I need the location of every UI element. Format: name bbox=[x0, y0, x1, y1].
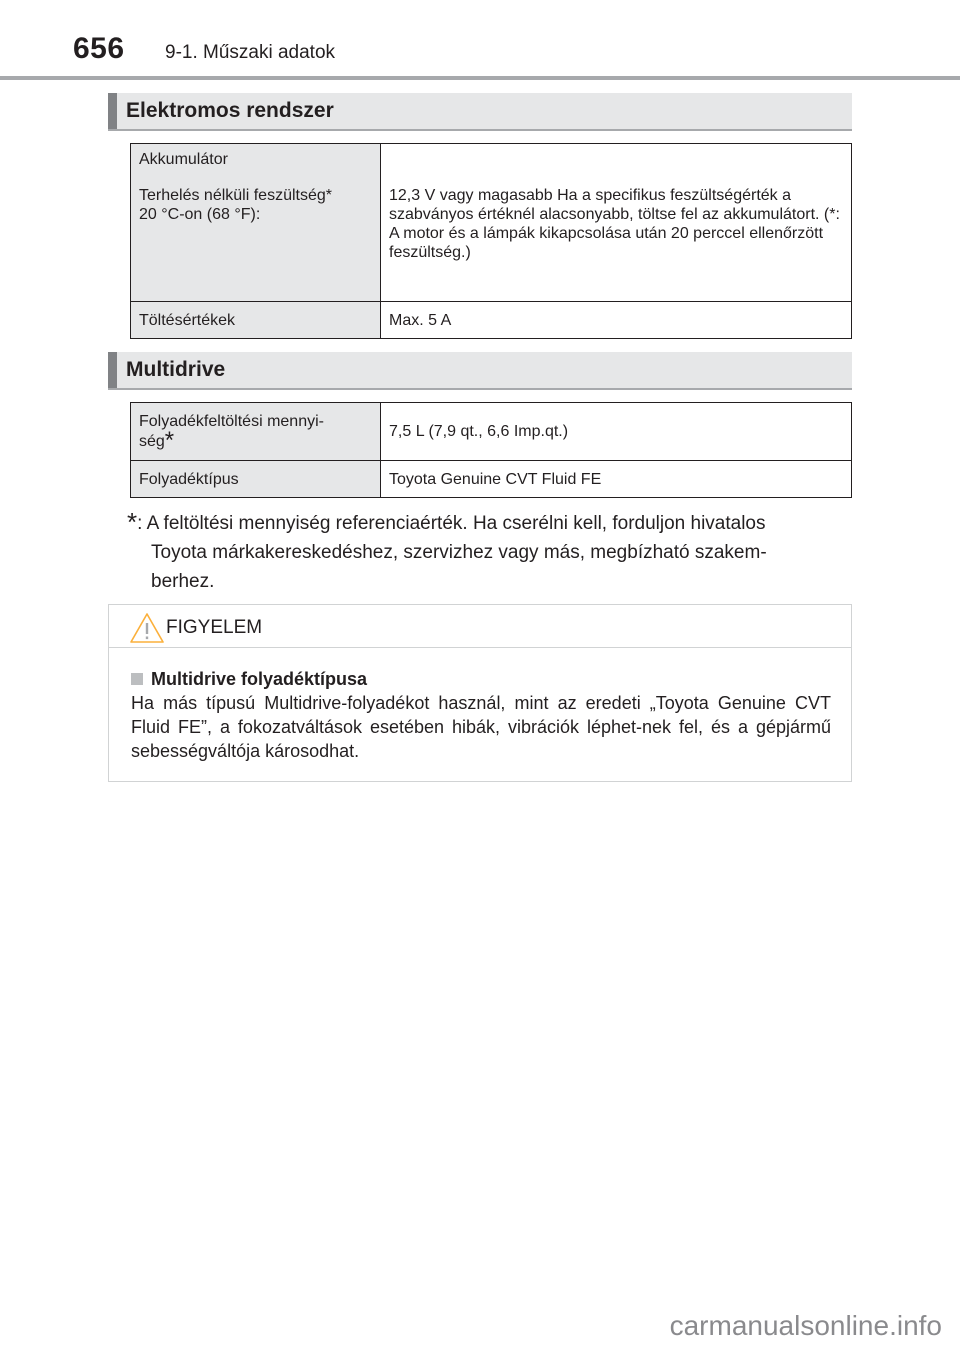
warning-subheading-row bbox=[131, 667, 831, 691]
charge-label: Töltésértékek bbox=[131, 302, 381, 339]
footnote-line3: berhez. bbox=[151, 571, 215, 592]
header-divider bbox=[0, 76, 960, 80]
voltage-label-line2: 20 °C-on (68 °F): bbox=[139, 206, 261, 223]
table-row bbox=[131, 403, 852, 461]
warning-triangle-icon bbox=[129, 612, 165, 644]
battery-label: Akkumulátor bbox=[139, 151, 228, 168]
warning-title: FIGYELEM bbox=[166, 617, 263, 638]
voltage-value-line3: alacsonyabb, töltse fel az akkumulátort. bbox=[539, 206, 820, 223]
battery-label-cell bbox=[131, 144, 381, 302]
voltage-value-line2: Ha a specifikus feszültségérték a szabványos értéknél bbox=[389, 187, 792, 223]
electrical-heading bbox=[108, 93, 852, 131]
heading-accent-bar bbox=[108, 352, 117, 388]
square-bullet-icon bbox=[131, 673, 143, 685]
electrical-heading-title: Elektromos rendszer bbox=[126, 99, 334, 122]
warning-body bbox=[131, 667, 831, 763]
capacity-footnote-star: * bbox=[164, 427, 175, 454]
section-title: 9-1. Műszaki adatok bbox=[165, 42, 336, 63]
capacity-label-cell bbox=[131, 403, 381, 461]
fluid-type-label: Folyadéktípus bbox=[131, 461, 381, 498]
footnote-line2: Toyota márkakereskedéshez, szervizhez vagy más, megbízható szakem- bbox=[151, 542, 767, 563]
heading-accent-bar bbox=[108, 93, 117, 129]
voltage-value-line5: ellenőrzött feszültség.) bbox=[389, 225, 824, 261]
footnote-line1: : A feltöltési mennyiség referenciaérték. Ha cserélni kell, forduljon hivatalos bbox=[137, 513, 766, 534]
table-row bbox=[131, 144, 852, 302]
multidrive-heading-title: Multidrive bbox=[126, 358, 226, 381]
footnote bbox=[127, 508, 853, 596]
multidrive-table bbox=[130, 402, 852, 498]
charge-value: Max. 5 A bbox=[381, 302, 852, 339]
warning-box bbox=[108, 604, 852, 782]
voltage-value-line4: (*: A motor és a lámpák kikapcsolása után 20 perccel bbox=[389, 206, 840, 242]
capacity-label-line2-wrap bbox=[139, 427, 372, 454]
table-row bbox=[131, 461, 852, 498]
warning-text: Ha más típusú Multidrive-folyadékot használ, mint az eredeti „Toyota Genuine CVT Fluid FE”, a fokozatváltások esetében hibák, vibrációk léphet-nek fel, és a gépjármű sebességváltója károsodhat. bbox=[131, 693, 831, 761]
capacity-value: 7,5 L (7,9 qt., 6,6 Imp.qt.) bbox=[381, 403, 852, 461]
electrical-table bbox=[130, 143, 852, 339]
warning-subheading: Multidrive folyadéktípusa bbox=[151, 669, 368, 689]
voltage-label-line1: Terhelés nélküli feszültség* bbox=[139, 187, 332, 204]
capacity-label-line1: Folyadékfeltöltési mennyi- bbox=[139, 413, 324, 430]
table-row bbox=[131, 302, 852, 339]
voltage-value-line1: 12,3 V vagy magasabb bbox=[389, 187, 553, 204]
watermark-logo: carmanualsonline.info bbox=[669, 1310, 942, 1341]
capacity-label-line2: ség bbox=[139, 433, 165, 450]
fluid-type-value: Toyota Genuine CVT Fluid FE bbox=[381, 461, 852, 498]
page-number: 656 bbox=[73, 32, 125, 65]
multidrive-heading bbox=[108, 352, 852, 390]
warning-header bbox=[109, 605, 851, 648]
page-header bbox=[0, 0, 960, 80]
footnote-star: * bbox=[127, 507, 138, 537]
voltage-value-cell bbox=[381, 144, 852, 302]
